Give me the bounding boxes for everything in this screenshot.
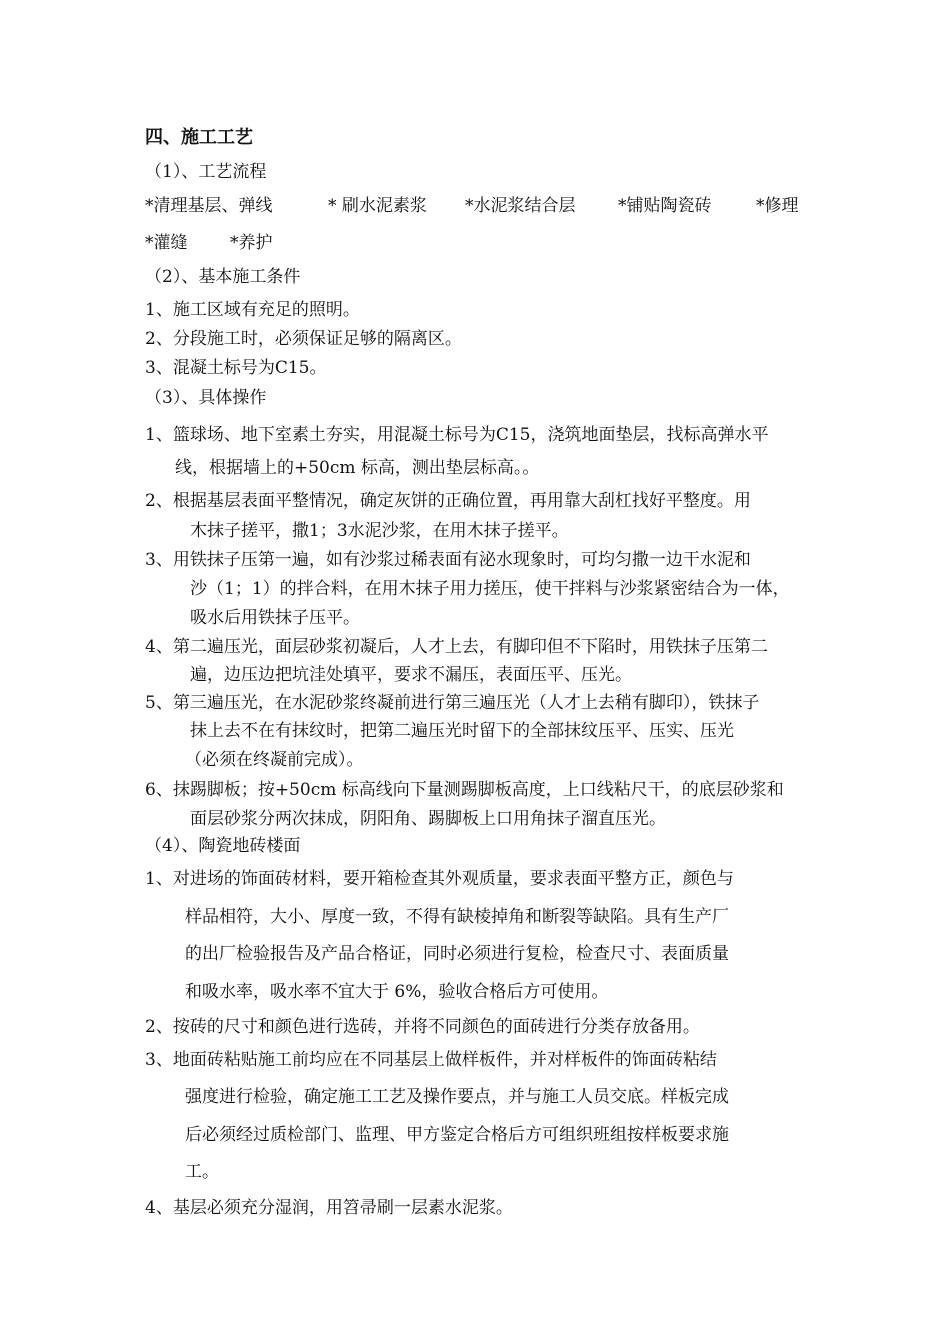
operation-line: （必须在终凝前完成）。 [185, 750, 364, 770]
operation-line: 吸水后用铁抹子压平。 [190, 608, 360, 628]
flow-step: *清理基层、弹线 [145, 196, 273, 216]
operation-line: 4、第二遍压光，面层砂浆初凝后，人才上去，有脚印但不下陷时，用铁抹子压第二 [145, 637, 768, 657]
section-heading: 四、施工工艺 [145, 127, 253, 148]
tile-line: 3、地面砖粘贴施工前均应在不同基层上做样板件，并对样板件的饰面砖粘结 [145, 1050, 717, 1070]
tile-line: 工。 [185, 1162, 219, 1182]
subsection-title-4: （4）、陶瓷地砖楼面 [145, 836, 301, 856]
subsection-title-2: （2）、基本施工条件 [145, 267, 301, 287]
operation-line: 面层砂浆分两次抹成，阴阳角、踢脚板上口用角抹子溜直压光。 [190, 809, 666, 829]
flow-step: *铺贴陶瓷砖 [618, 196, 712, 216]
operation-line: 3、用铁抹子压第一遍，如有沙浆过稀表面有泌水现象时，可均匀撒一边干水泥和 [145, 550, 751, 570]
operation-line: 2、根据基层表面平整情况，确定灰饼的正确位置，再用靠大刮杠找好平整度。用 [145, 491, 751, 511]
flow-step: *灌缝 [145, 233, 188, 253]
operation-line: 木抹子搓平，撒1；3水泥沙浆，在用木抹子搓平。 [190, 521, 569, 541]
tile-line: 和吸水率，吸水率不宜大于 6%，验收合格后方可使用。 [185, 982, 609, 1002]
operation-line: 抹上去不在有抹纹时，把第二遍压光时留下的全部抹纹压平、压实、压光 [190, 721, 734, 741]
tile-line: 样品相符，大小、厚度一致，不得有缺棱掉角和断裂等缺陷。具有生产厂 [185, 907, 729, 927]
tile-line: 强度进行检验，确定施工工艺及操作要点，并与施工人员交底。样板完成 [185, 1087, 729, 1107]
condition-item: 1、施工区域有充足的照明。 [145, 300, 360, 320]
flow-step: * 刷水泥素浆 [328, 196, 427, 216]
flow-step: *水泥浆结合层 [465, 196, 576, 216]
operation-line: 6、抹踢脚板；按+50cm 标高线向下量测踢脚板高度，上口线粘尺干，的底层砂浆和 [145, 780, 784, 800]
flow-step: *养护 [230, 233, 273, 253]
tile-line: 4、基层必须充分湿润，用笤帚刷一层素水泥浆。 [145, 1198, 513, 1218]
operation-line: 线，根据墙上的+50cm 标高，测出垫层标高。。 [175, 458, 540, 478]
tile-line: 的出厂检验报告及产品合格证，同时必须进行复检，检查尺寸、表面质量 [185, 944, 729, 964]
operation-line: 1、篮球场、地下室素土夯实，用混凝土标号为C15，浇筑地面垫层，找标高弹水平 [145, 425, 769, 445]
tile-line: 1、对进场的饰面砖材料，要开箱检查其外观质量，要求表面平整方正，颜色与 [145, 869, 734, 889]
operation-line: 5、第三遍压光，在水泥砂浆终凝前进行第三遍压光（人才上去稍有脚印），铁抹子 [145, 693, 760, 713]
tile-line: 2、按砖的尺寸和颜色进行选砖，并将不同颜色的面砖进行分类存放备用。 [145, 1017, 700, 1037]
operation-line: 沙（1；1）的拌合料，在用木抹子用力搓压，使干拌料与沙浆紧密结合为一体， [190, 579, 790, 599]
subsection-title-3: （3）、具体操作 [145, 388, 267, 408]
subsection-title-1: （1）、工艺流程 [145, 162, 267, 182]
operation-line: 遍，边压边把坑洼处填平，要求不漏压，表面压平、压光。 [190, 665, 632, 685]
flow-step: *修理 [756, 196, 799, 216]
condition-item: 2、分段施工时，必须保证足够的隔离区。 [145, 329, 462, 349]
tile-line: 后必须经过质检部门、监理、甲方鉴定合格后方可组织班组按样板要求施 [185, 1125, 729, 1145]
condition-item: 3、混凝土标号为C15。 [145, 358, 327, 378]
